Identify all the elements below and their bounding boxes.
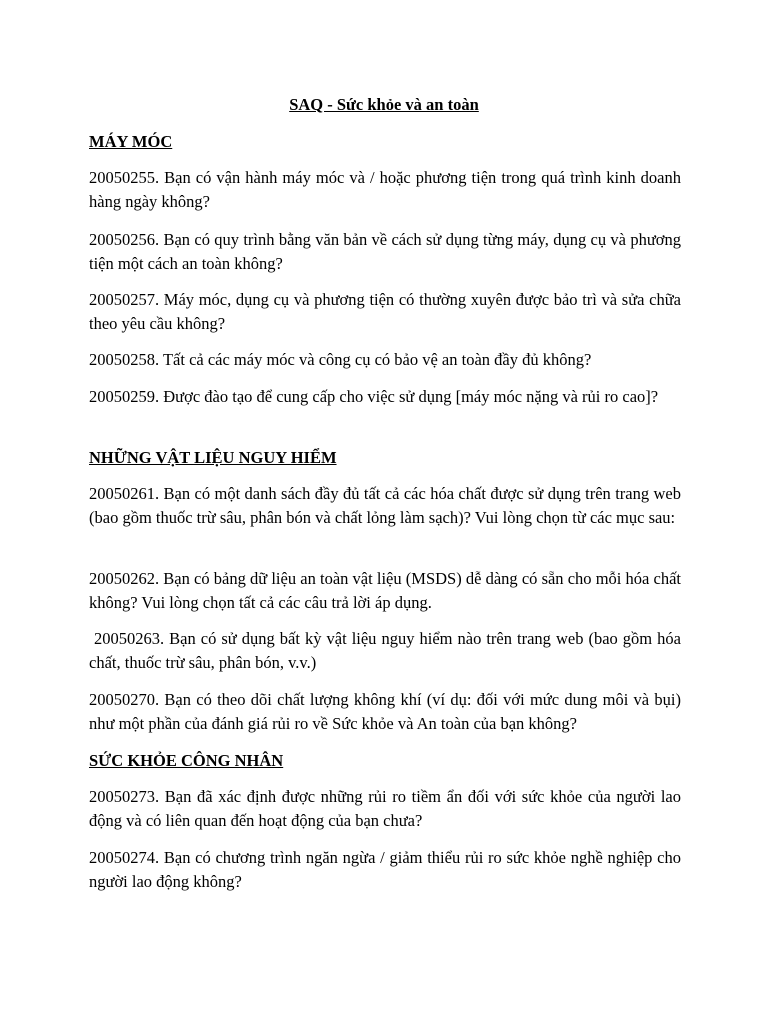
question-item: 20050259. Được đào tạo để cung cấp cho việc sử dụng [máy móc nặng và rủi ro cao]? (89, 387, 659, 406)
question-item: 20050273. Bạn đã xác định được những rủi ro tiềm ẩn đối với sức khỏe của người lao động và có liên quan đến hoạt động của bạn chưa? (89, 787, 681, 830)
question-item: 20050274. Bạn có chương trình ngăn ngừa / giảm thiểu rủi ro sức khỏe nghề nghiệp cho người lao động không? (89, 848, 681, 891)
question-item: 20050270. Bạn có theo dõi chất lượng không khí (ví dụ: đối với mức dung môi và bụi) như một phần của đánh giá rủi ro về Sức khỏe và An toàn của bạn không? (89, 690, 681, 733)
question-item: 20050257. Máy móc, dụng cụ và phương tiện có thường xuyên được bảo trì và sửa chữa theo yêu cầu không? (89, 290, 681, 333)
question-item: 20050258. Tất cả các máy móc và công cụ có bảo vệ an toàn đầy đủ không? (89, 350, 592, 369)
question-item: 20050263. Bạn có sử dụng bất kỳ vật liệu nguy hiểm nào trên trang web (bao gồm hóa chất, thuốc trừ sâu, phân bón, v.v.) (89, 629, 686, 672)
section-heading-worker-health: SỨC KHỎE CÔNG NHÂN (89, 751, 284, 770)
section-heading-hazardous-materials: NHỮNG VẬT LIỆU NGUY HIỂM (89, 448, 337, 467)
section-heading-machinery: MÁY MÓC (89, 132, 173, 151)
question-item: 20050255. Bạn có vận hành máy móc và / hoặc phương tiện trong quá trình kinh doanh hàng ngày không? (89, 168, 681, 211)
document-title: SAQ - Sức khỏe và an toàn (289, 95, 479, 114)
question-item: 20050256. Bạn có quy trình bằng văn bản về cách sử dụng từng máy, dụng cụ và phương tiện một cách an toàn không? (89, 230, 681, 273)
question-item: 20050261. Bạn có một danh sách đầy đủ tất cả các hóa chất được sử dụng trên trang web (bao gồm thuốc trừ sâu, phân bón và chất lỏng làm sạch)? Vui lòng chọn từ các mục sau: (89, 484, 681, 527)
question-item: 20050262. Bạn có bảng dữ liệu an toàn vật liệu (MSDS) dễ dàng có sẵn cho mỗi hóa chất không? Vui lòng chọn tất cả các câu trả lời áp dụng. (89, 569, 681, 612)
